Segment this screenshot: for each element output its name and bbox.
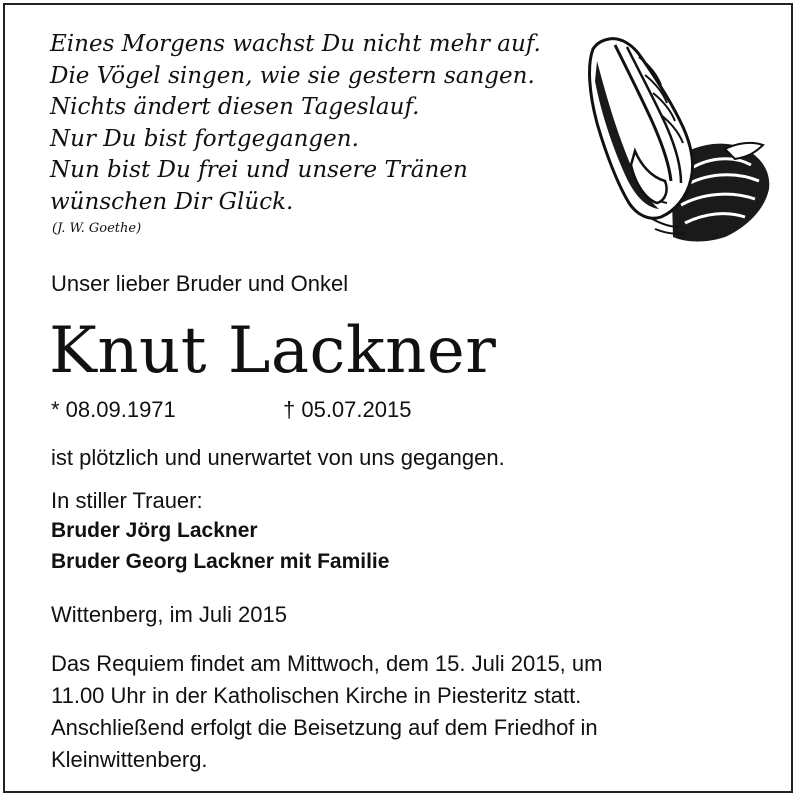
deceased-name: Knut Lackner <box>49 314 497 388</box>
poem <box>50 29 570 238</box>
poem-attribution: (J. W. Goethe) <box>52 221 142 236</box>
mourner-name: Bruder Georg Lackner mit Familie <box>51 550 390 573</box>
poem-line: Nun bist Du frei und unsere Tränen <box>50 157 468 183</box>
place-date: Wittenberg, im Juli 2015 <box>51 602 287 627</box>
poem-line: Nur Du bist fortgegangen. <box>50 125 359 152</box>
poem-line: Eines Morgens wachst Du nicht mehr auf. <box>50 31 541 57</box>
requiem-notice <box>51 648 751 776</box>
requiem-line: Kleinwittenberg. <box>51 747 208 772</box>
poem-line: wünschen Dir Glück. <box>50 188 294 215</box>
requiem-line: Das Requiem findet am Mittwoch, dem 15. Juli 2015, um <box>51 651 603 676</box>
mourning-label: In stiller Trauer: <box>51 488 203 513</box>
requiem-line: Anschließend erfolgt die Beisetzung auf dem Friedhof in <box>51 715 598 740</box>
death-date: † 05.07.2015 <box>283 397 412 422</box>
life-dates <box>51 397 412 423</box>
praying-hands-icon <box>575 31 775 247</box>
passing-text: ist plötzlich und unerwartet von uns gegangen. <box>51 445 505 470</box>
requiem-line: 11.00 Uhr in der Katholischen Kirche in Piesteritz statt. <box>51 683 582 708</box>
obituary-frame <box>3 3 793 793</box>
intro-text: Unser lieber Bruder und Onkel <box>51 271 349 296</box>
poem-line: Nichts ändert diesen Tageslauf. <box>50 94 420 120</box>
mourner-name: Bruder Jörg Lackner <box>51 519 258 542</box>
poem-line: Die Vögel singen, wie sie gestern sangen. <box>50 62 535 89</box>
birth-date: * 08.09.1971 <box>51 397 176 422</box>
